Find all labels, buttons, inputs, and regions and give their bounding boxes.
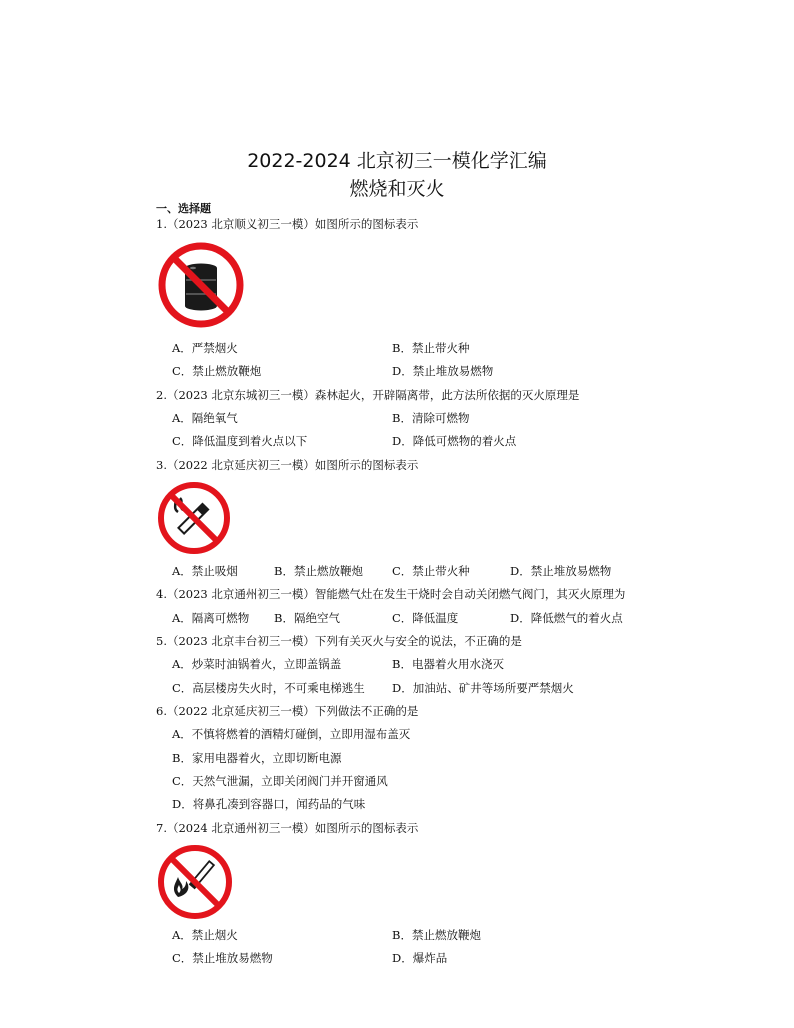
q5-option-b: B．电器着火用水浇灭	[392, 657, 504, 671]
q5-option-c: C．高层楼房失火时，不可乘电梯逃生	[172, 681, 365, 695]
q1-option-d: D．禁止堆放易燃物	[392, 364, 494, 378]
q7-option-d: D．爆炸品	[392, 951, 448, 965]
question-5-stem: 5.（2023 北京丰台初三一模）下列有关灭火与安全的说法，不正确的是	[156, 634, 522, 648]
q3-option-d: D．禁止堆放易燃物	[510, 564, 612, 578]
q1-option-c: C．禁止燃放鞭炮	[172, 364, 262, 378]
no-smoking-sign-icon	[156, 480, 232, 556]
q2-option-b: B．清除可燃物	[392, 411, 470, 425]
document-subtitle: 燃烧和灭火	[349, 178, 445, 200]
q3-option-c: C．禁止带火种	[392, 564, 470, 578]
q6-option-b: B．家用电器着火，立即切断电源	[172, 751, 342, 765]
q1-option-a: A．严禁烟火	[172, 341, 238, 355]
q1-option-b: B．禁止带火种	[392, 341, 470, 355]
q2-option-d: D．降低可燃物的着火点	[392, 434, 517, 448]
q2-option-a: A．隔绝氧气	[172, 411, 238, 425]
question-1-stem: 1.（2023 北京顺义初三一模）如图所示的图标表示	[156, 217, 419, 231]
q6-option-a: A．不慎将燃着的酒精灯碰倒，立即用湿布盖灭	[172, 727, 411, 741]
q4-option-c: C．降低温度	[392, 611, 459, 625]
question-3-stem: 3.（2022 北京延庆初三一模）如图所示的图标表示	[156, 458, 419, 472]
q4-option-d: D．降低燃气的着火点	[510, 611, 623, 625]
q5-option-a: A．炒菜时油锅着火，立即盖锅盖	[172, 657, 342, 671]
q4-option-b: B．隔绝空气	[274, 611, 340, 625]
q3-option-a: A．禁止吸烟	[172, 564, 238, 578]
q7-option-c: C．禁止堆放易燃物	[172, 951, 273, 965]
q6-option-c: C．天然气泄漏，立即关闭阀门并开窗通风	[172, 774, 388, 788]
q6-option-d: D．将鼻孔凑到容器口，闻药品的气味	[172, 797, 366, 811]
question-7-stem: 7.（2024 北京通州初三一模）如图所示的图标表示	[156, 821, 419, 835]
question-6-stem: 6.（2022 北京延庆初三一模）下列做法不正确的是	[156, 704, 419, 718]
q4-option-a: A．隔离可燃物	[172, 611, 250, 625]
q7-option-a: A．禁止烟火	[172, 928, 238, 942]
q3-option-b: B．禁止燃放鞭炮	[274, 564, 363, 578]
document-title: 2022-2024 北京初三一模化学汇编	[247, 150, 547, 172]
no-flammables-sign-icon	[156, 240, 246, 330]
section-heading: 一、选择题	[156, 202, 211, 215]
q5-option-d: D．加油站、矿井等场所要严禁烟火	[392, 681, 574, 695]
question-4-stem: 4.（2023 北京通州初三一模）智能燃气灶在发生干烧时会自动关闭燃气阀门，其灭火原理为	[156, 587, 626, 601]
q2-option-c: C．降低温度到着火点以下	[172, 434, 308, 448]
no-open-flame-sign-icon	[156, 843, 234, 921]
q7-option-b: B．禁止燃放鞭炮	[392, 928, 481, 942]
question-2-stem: 2.（2023 北京东城初三一模）森林起火，开辟隔离带，此方法所依据的灭火原理是	[156, 388, 580, 402]
